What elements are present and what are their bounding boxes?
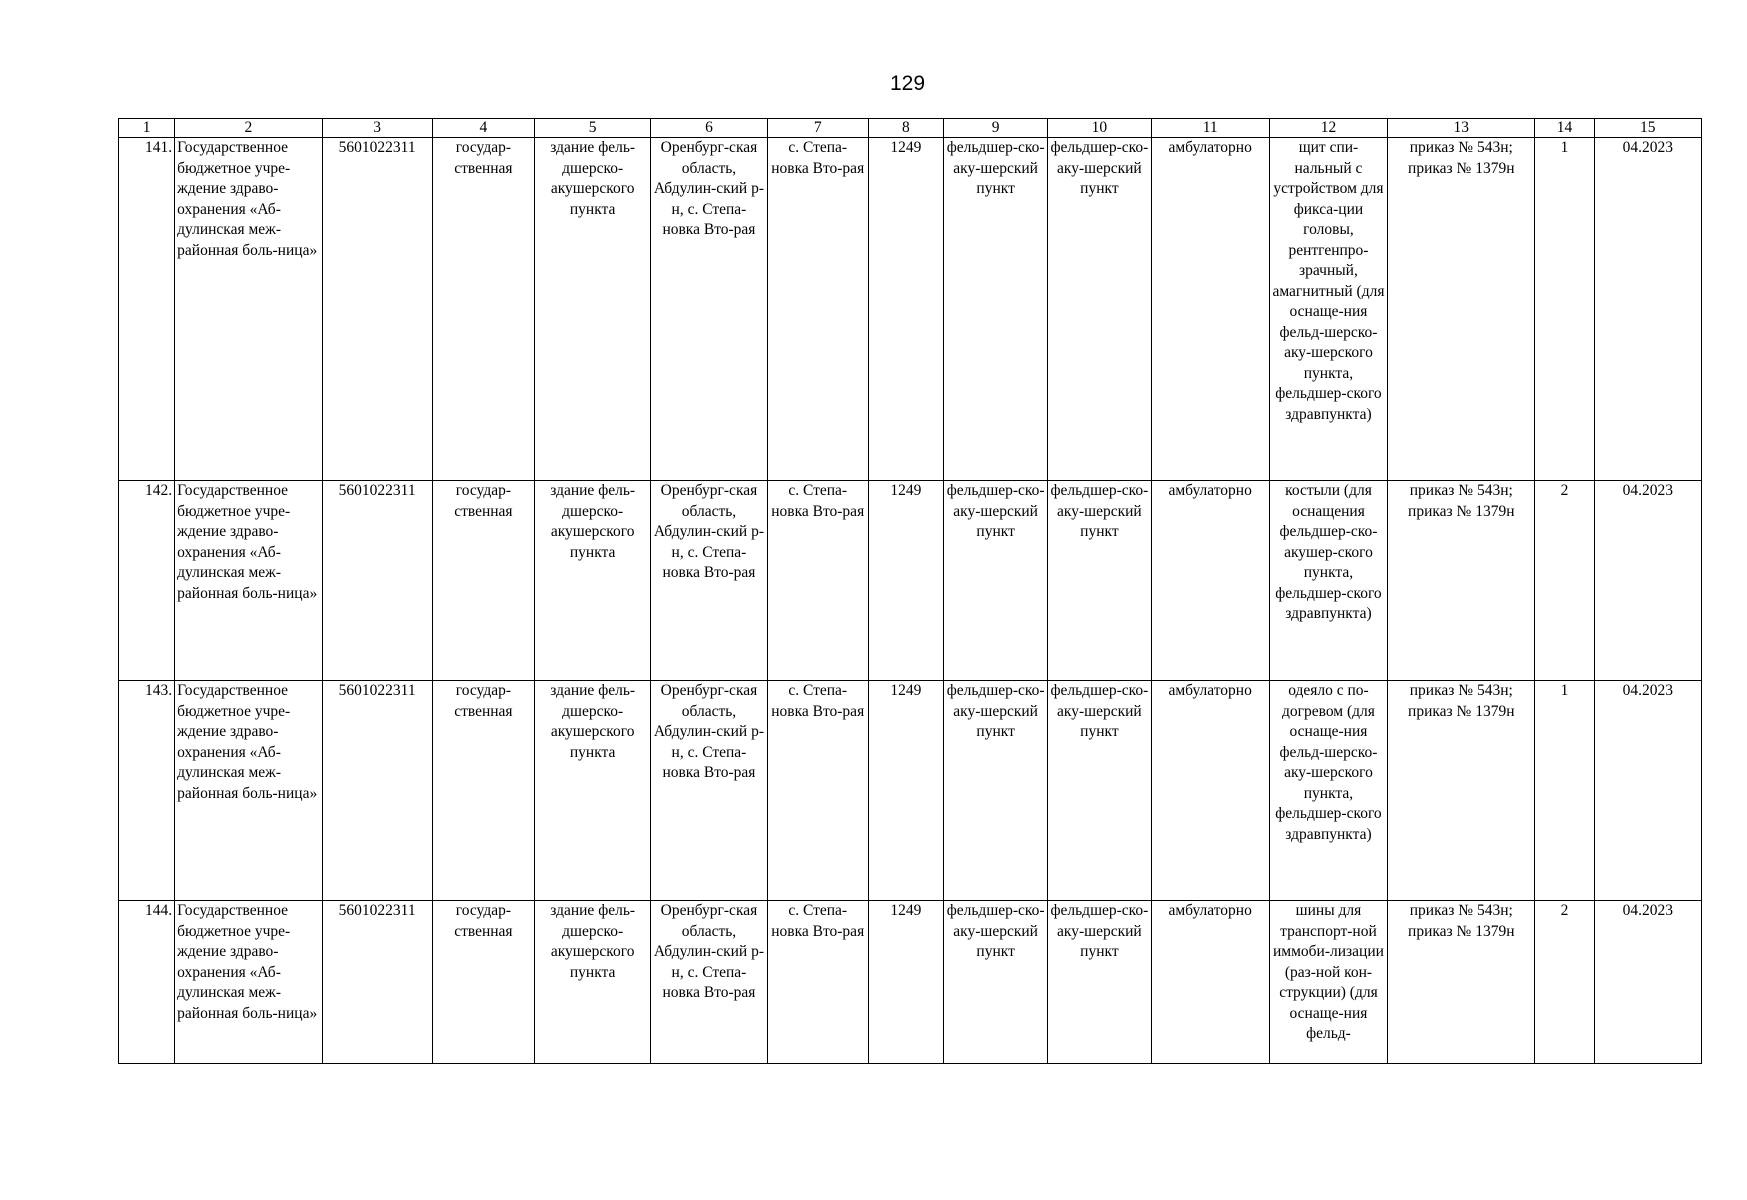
organization-name: Государственное бюджетное учре-ждение здраво-охранения «Аб-дулинская меж-районная боль-ница» [175, 138, 322, 481]
inn-value: 5601022311 [322, 901, 432, 1064]
col-header-7: 7 [767, 119, 868, 138]
row-number: 141. [119, 138, 175, 481]
ownership-form: государ-ственная [432, 901, 534, 1064]
order-reference: приказ № 543н; приказ № 1379н [1388, 681, 1535, 901]
col-header-4: 4 [432, 119, 534, 138]
settlement: с. Степа-новка Вто-рая [767, 481, 868, 681]
unit-name: фельдшер-ско-аку-шерский пункт [1048, 481, 1151, 681]
settlement: с. Степа-новка Вто-рая [767, 681, 868, 901]
care-conditions: амбулаторно [1151, 901, 1269, 1064]
inn-value: 5601022311 [322, 681, 432, 901]
inn-value: 5601022311 [322, 481, 432, 681]
row-number: 142. [119, 481, 175, 681]
col-header-14: 14 [1535, 119, 1594, 138]
col-header-2: 2 [175, 119, 322, 138]
ownership-form: государ-ственная [432, 138, 534, 481]
address: Оренбург-ская область, Абдулин-ский р-н, с. Степа-новка Вто-рая [651, 901, 767, 1064]
order-reference: приказ № 543н; приказ № 1379н [1388, 901, 1535, 1064]
code: 1249 [868, 481, 943, 681]
page-number: 129 [889, 72, 926, 95]
col-header-8: 8 [868, 119, 943, 138]
unit-name: фельдшер-ско-аку-шерский пункт [1048, 138, 1151, 481]
date: 04.2023 [1594, 901, 1701, 1064]
unit-type: фельдшер-ско-аку-шерский пункт [944, 138, 1048, 481]
quantity: 1 [1535, 681, 1594, 901]
col-header-5: 5 [535, 119, 651, 138]
table-row [119, 481, 1702, 681]
col-header-13: 13 [1388, 119, 1535, 138]
order-reference: приказ № 543н; приказ № 1379н [1388, 481, 1535, 681]
building-name: здание фель-дшерско-акушерского пункта [535, 481, 651, 681]
settlement: с. Степа-новка Вто-рая [767, 138, 868, 481]
code: 1249 [868, 901, 943, 1064]
equipment-name: костыли (для оснащения фельдшер-ско-акушер-ского пункта, фельдшер-ского здравпункта) [1269, 481, 1387, 681]
care-conditions: амбулаторно [1151, 481, 1269, 681]
table-row [119, 138, 1702, 481]
col-header-9: 9 [944, 119, 1048, 138]
care-conditions: амбулаторно [1151, 138, 1269, 481]
order-reference: приказ № 543н; приказ № 1379н [1388, 138, 1535, 481]
col-header-3: 3 [322, 119, 432, 138]
row-number: 144. [119, 901, 175, 1064]
register-table [118, 118, 1702, 1064]
date: 04.2023 [1594, 481, 1701, 681]
building-name: здание фель-дшерско-акушерского пункта [535, 138, 651, 481]
building-name: здание фель-дшерско-акушерского пункта [535, 681, 651, 901]
column-number-row [119, 119, 1702, 138]
unit-type: фельдшер-ско-аку-шерский пункт [944, 481, 1048, 681]
table-row [119, 681, 1702, 901]
col-header-12: 12 [1269, 119, 1387, 138]
code: 1249 [868, 138, 943, 481]
organization-name: Государственное бюджетное учре-ждение здраво-охранения «Аб-дулинская меж-районная боль-ница» [175, 481, 322, 681]
equipment-name: щит спи-нальный с устройством для фикса-ции головы, рентгенпро-зрачный, амагнитный (для оснаще-ния фельд-шерско-аку-шерского пункта, фельдшер-ского здравпункта) [1269, 138, 1387, 481]
code: 1249 [868, 681, 943, 901]
ownership-form: государ-ственная [432, 681, 534, 901]
address: Оренбург-ская область, Абдулин-ский р-н, с. Степа-новка Вто-рая [651, 481, 767, 681]
row-number: 143. [119, 681, 175, 901]
unit-type: фельдшер-ско-аку-шерский пункт [944, 901, 1048, 1064]
col-header-15: 15 [1594, 119, 1701, 138]
unit-type: фельдшер-ско-аку-шерский пункт [944, 681, 1048, 901]
unit-name: фельдшер-ско-аку-шерский пункт [1048, 681, 1151, 901]
quantity: 2 [1535, 481, 1594, 681]
unit-name: фельдшер-ско-аку-шерский пункт [1048, 901, 1151, 1064]
date: 04.2023 [1594, 681, 1701, 901]
settlement: с. Степа-новка Вто-рая [767, 901, 868, 1064]
col-header-11: 11 [1151, 119, 1269, 138]
building-name: здание фель-дшерско-акушерского пункта [535, 901, 651, 1064]
table-row [119, 901, 1702, 1064]
date: 04.2023 [1594, 138, 1701, 481]
equipment-name: одеяло с по-догревом (для оснаще-ния фельд-шерско-аку-шерского пункта, фельдшер-ского здравпункта) [1269, 681, 1387, 901]
inn-value: 5601022311 [322, 138, 432, 481]
col-header-6: 6 [651, 119, 767, 138]
equipment-name: шины для транспорт-ной иммоби-лизации (раз-ной кон-струкции) (для оснаще-ния фельд- [1269, 901, 1387, 1064]
quantity: 2 [1535, 901, 1594, 1064]
ownership-form: государ-ственная [432, 481, 534, 681]
organization-name: Государственное бюджетное учре-ждение здраво-охранения «Аб-дулинская меж-районная боль-ница» [175, 681, 322, 901]
care-conditions: амбулаторно [1151, 681, 1269, 901]
quantity: 1 [1535, 138, 1594, 481]
address: Оренбург-ская область, Абдулин-ский р-н, с. Степа-новка Вто-рая [651, 138, 767, 481]
organization-name: Государственное бюджетное учре-ждение здраво-охранения «Аб-дулинская меж-районная боль-ница» [175, 901, 322, 1064]
col-header-1: 1 [119, 119, 175, 138]
address: Оренбург-ская область, Абдулин-ский р-н, с. Степа-новка Вто-рая [651, 681, 767, 901]
col-header-10: 10 [1048, 119, 1151, 138]
